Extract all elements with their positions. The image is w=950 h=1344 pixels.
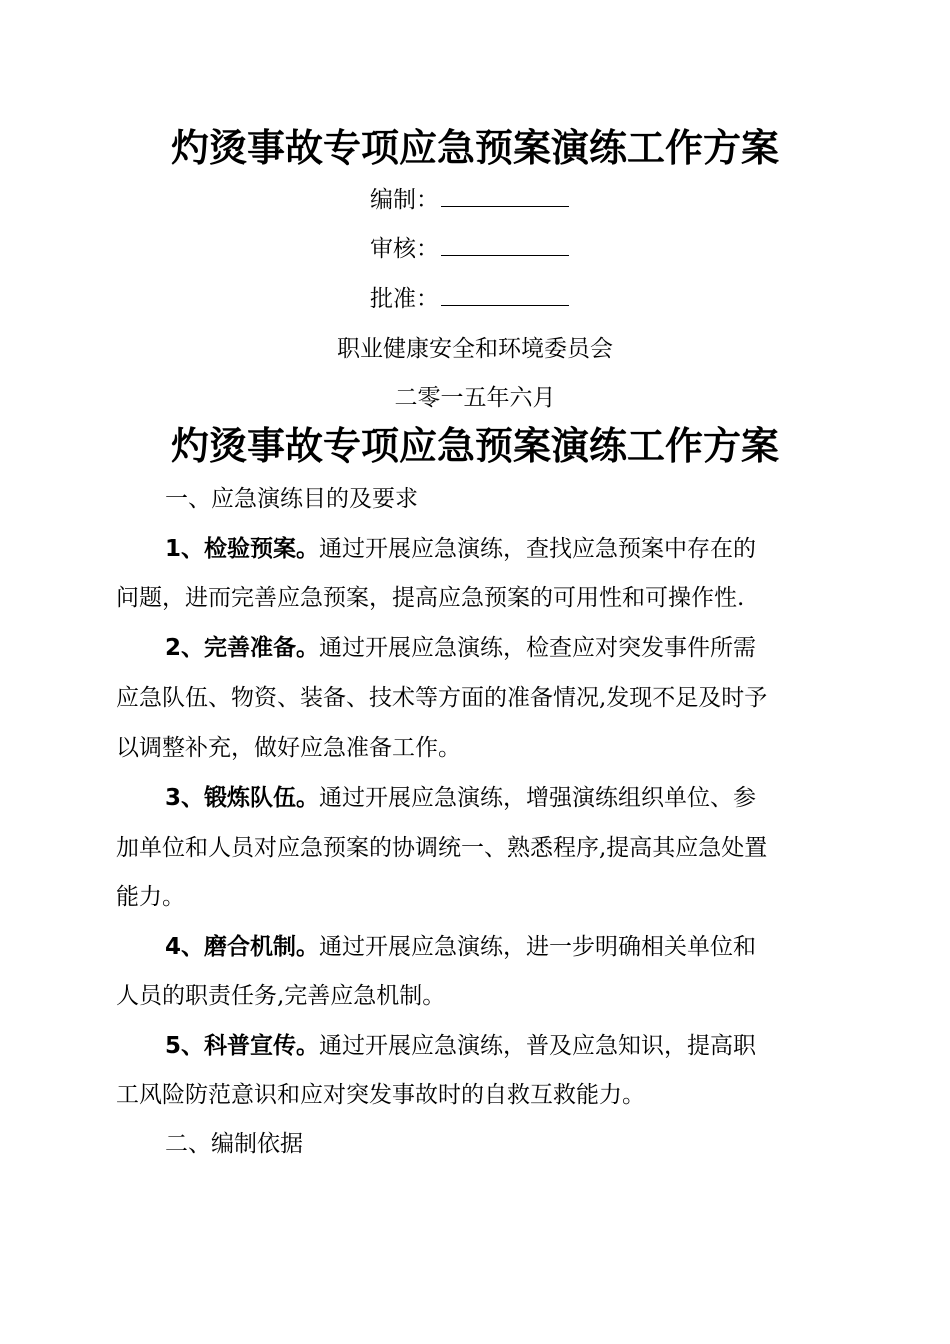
item-3-label: 3、锻炼队伍。	[165, 785, 320, 811]
compile-label: 编制：	[370, 187, 439, 213]
item-1-line-2: 问题，进而完善应急预案，提高应急预案的可用性和可操作性.	[116, 585, 745, 611]
item-2-label: 2、完善准备。	[165, 635, 320, 661]
document-date: 二零一五年六月	[394, 385, 556, 411]
item-5-text-1: 通过开展应急演练，普及应急知识，提高职	[319, 1033, 757, 1059]
item-4-text-1: 通过开展应急演练，进一步明确相关单位和	[319, 934, 757, 960]
approve-blank-line	[441, 283, 569, 306]
compile-blank-line	[441, 184, 569, 207]
item-3-line-3: 能力。	[116, 884, 185, 910]
item-3-line-2: 加单位和人员对应急预案的协调统一、熟悉程序,提高其应急处置	[116, 835, 768, 861]
item-2-line-2: 应急队伍、物资、装备、技术等方面的准备情况,发现不足及时予	[116, 685, 768, 711]
compile-row	[370, 184, 569, 216]
item-4-line-1	[165, 931, 756, 963]
section-heading-basis: 二、编制依据	[165, 1131, 303, 1157]
review-label: 审核：	[370, 236, 439, 262]
approve-row	[370, 283, 569, 315]
section-heading-purpose: 一、应急演练目的及要求	[165, 486, 418, 512]
item-3-text-1: 通过开展应急演练，增强演练组织单位、参	[319, 785, 757, 811]
item-3-line-1	[165, 782, 756, 814]
item-1-label: 1、检验预案。	[165, 536, 320, 562]
item-5-label: 5、科普宣传。	[165, 1033, 320, 1059]
organization-name: 职业健康安全和环境委员会	[337, 336, 613, 362]
cover-title: 灼烫事故专项应急预案演练工作方案	[170, 125, 779, 170]
review-row	[370, 233, 569, 265]
item-2-line-3: 以调整补充，做好应急准备工作。	[116, 735, 461, 761]
body-title: 灼烫事故专项应急预案演练工作方案	[170, 423, 779, 468]
item-4-label: 4、磨合机制。	[165, 934, 320, 960]
item-4-line-2: 人员的职责任务,完善应急机制。	[116, 983, 446, 1009]
item-2-line-1	[165, 632, 756, 664]
item-1-text-1: 通过开展应急演练，查找应急预案中存在的	[319, 536, 757, 562]
review-blank-line	[441, 233, 569, 256]
item-2-text-1: 通过开展应急演练，检查应对突发事件所需	[319, 635, 757, 661]
item-5-line-2: 工风险防范意识和应对突发事故时的自救互救能力。	[116, 1082, 645, 1108]
approve-label: 批准：	[370, 286, 439, 312]
item-1-line-1	[165, 533, 756, 565]
item-5-line-1	[165, 1030, 756, 1062]
